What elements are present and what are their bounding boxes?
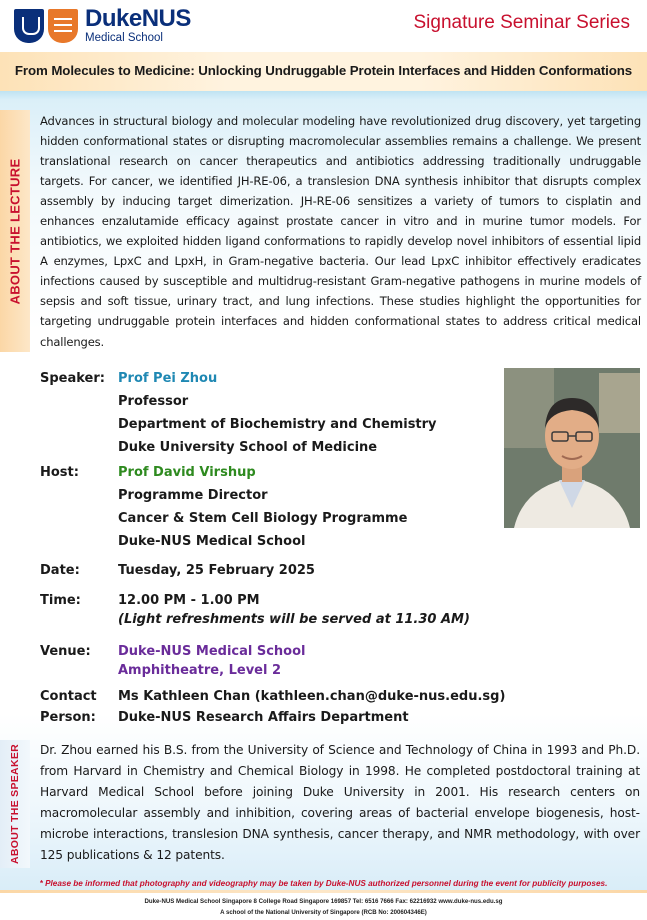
speaker-name: Prof Pei Zhou [118,371,218,386]
host-label: Host: [40,465,79,480]
nus-crest-icon [48,9,78,43]
speaker-title: Professor [118,394,189,409]
speaker-institution: Duke University School of Medicine [118,440,378,455]
footer-address: Duke-NUS Medical School Singapore 8 College Road Singapore 169857 Tel: 6516 7666 Fax: 62216932 www.duke-nus.edu.sg [144,898,503,905]
about-lecture-label: ABOUT THE LECTURE [7,158,23,304]
time-label: Time: [40,593,81,608]
venue-school: Duke-NUS Medical School [118,644,306,659]
contact-department: Duke-NUS Research Affairs Department [118,710,409,725]
speaker-department: Department of Biochemistry and Chemistry [118,417,437,432]
host-title: Programme Director [118,488,268,503]
venue-label: Venue: [40,644,91,659]
logo-name: DukeNUS [85,5,191,33]
photography-disclaimer: * Please be informed that photography and videography may be taken by Duke-NUS authorized personnel during the event for publicity purposes. [39,879,608,888]
venue-room: Amphitheatre, Level 2 [118,663,282,678]
host-name: Prof David Virshup [118,465,256,480]
refreshments-note: (Light refreshments will be served at 11.30 AM) [118,612,470,627]
footer-accent-bar [0,890,647,893]
speaker-label: Speaker: [40,371,105,386]
time-value: 12.00 PM - 1.00 PM [118,593,260,608]
logo-subtitle: Medical School [85,32,163,45]
accent-strip [0,91,647,99]
header [0,0,647,52]
about-speaker-tab [0,740,30,868]
series-title: Signature Seminar Series [413,12,630,33]
speaker-portrait-illustration [504,368,640,528]
about-lecture-tab [0,110,30,352]
duke-nus-logo [14,5,191,47]
date-value: Tuesday, 25 February 2025 [118,563,315,578]
seminar-title: From Molecules to Medicine: Unlocking Undruggable Protein Interfaces and Hidden Conformations [14,63,633,78]
title-band [0,52,647,91]
footer [0,890,647,920]
host-programme: Cancer & Stem Cell Biology Programme [118,511,408,526]
about-speaker-label: ABOUT THE SPEAKER [9,743,21,865]
duke-shield-icon [14,9,44,43]
contact-label: Contact [40,689,97,704]
contact-email: Ms Kathleen Chan (kathleen.chan@duke-nus.edu.sg) [118,689,506,704]
footer-registration: A school of the National University of Singapore (RCB No: 200604346E) [220,909,427,916]
speaker-bio: Dr. Zhou earned his B.S. from the University of Science and Technology of China in 1993 and Ph.D. from Harvard in Chemistry and Chemical Biology in 1998. He completed postdoctoral training at Harvard Medical School before joining Duke University in 2001. His research centers on macromolecular assembly and inhibition, covering areas of bacterial envelope biogenesis, host-microbe interactions, translesion DNA synthesis, cancer therapy, and NMR methodology, with over 125 publications & 12 patents. [40,743,640,862]
contact-person-label: Person: [40,710,96,725]
lecture-abstract: Advances in structural biology and molecular modeling have revolutionized drug discovery, yet targeting hidden conformational states or disrupting macromolecular assemblies remains a challenge. We present translational research on cancer therapeutics and antibiotics addressing traditionally undruggable targets. For cancer, we identified JH-RE-06, a translesion DNA synthesis inhibitor that disrupts complex assembly by inducing target dimerization. JH-RE-06 sensitizes a variety of tumors to cisplatin and enhances enzalutamide efficacy against prostate cancer in vitro and in murine tumor models. For antibiotics, we exploited hidden ligand conformations to rapidly develop novel inhibitors of essential lipid A enzymes, LpxC and LpxH, in Gram-negative bacteria. Our lead LpxC inhibitor effectively eradicates infections caused by susceptible and multidrug-resistant Gram-negative pathogens in murine models of sepsis and soft tissue, urinary tract, and lung infections. These studies highlight the opportunities for targeting undruggable protein interfaces and hidden conformational states to address critical medical challenges. [40,114,641,349]
date-label: Date: [40,563,80,578]
host-institution: Duke-NUS Medical School [118,534,306,549]
speaker-photo [504,368,640,528]
